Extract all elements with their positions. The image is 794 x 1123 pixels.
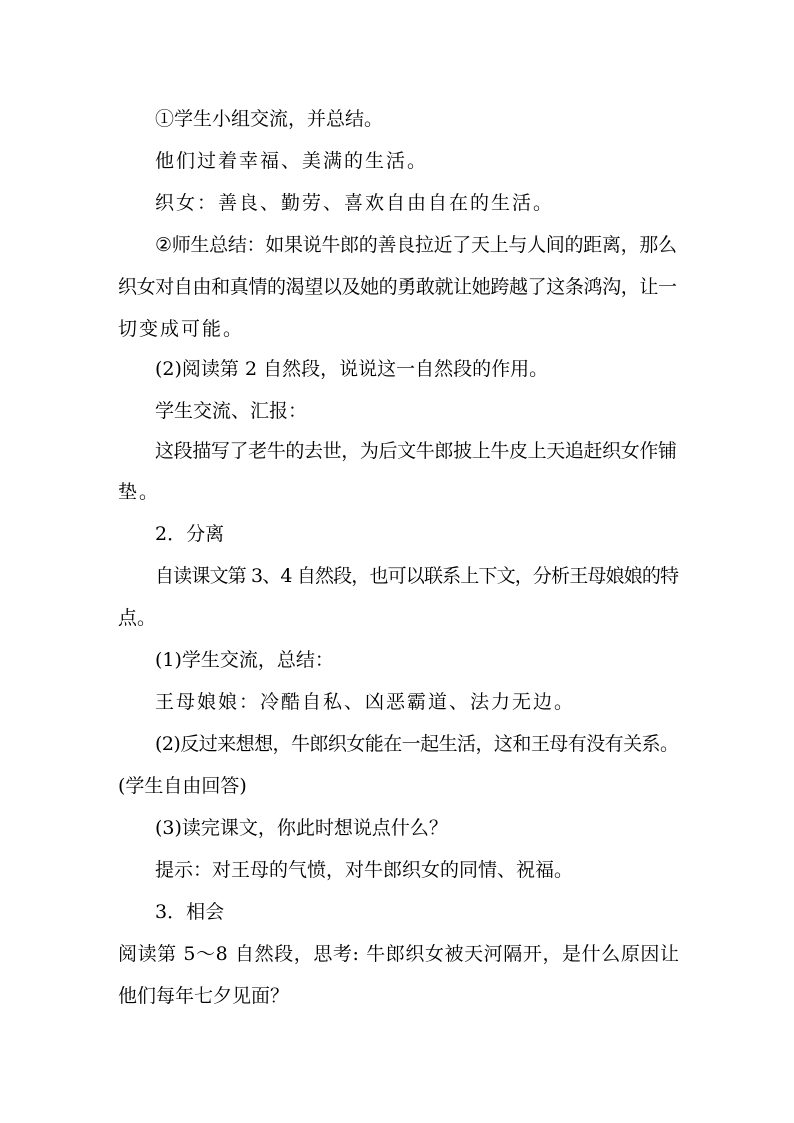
- paragraph-line: 织女对自由和真情的渴望以及她的勇敢就让她跨越了这条鸿沟，让一: [118, 276, 677, 298]
- paragraph-line: ②师生总结：如果说牛郎的善良拉近了天上与人间的距离，那么: [155, 234, 677, 256]
- paragraph-line: 阅读第 5～8 自然段，思考: 牛郎织女被天河隔开，是什么原因让: [118, 943, 680, 965]
- paragraph-line: (2)阅读第 2 自然段，说说这一自然段的作用。: [155, 358, 549, 380]
- paragraph-line: 他们每年七夕见面？: [118, 985, 290, 1007]
- paragraph-line: (3)读完课文，你此时想说点什么？: [155, 817, 448, 839]
- paragraph-line: 王母娘娘：冷酷自私、凶恶霸道、法力无边。: [155, 691, 576, 713]
- paragraph-line: 点。: [118, 607, 157, 629]
- section-heading: 2．分离: [155, 523, 225, 545]
- paragraph-line: 织女：善良、勤劳、喜欢自由自在的生活。: [155, 192, 555, 214]
- paragraph-line: (学生自由回答): [118, 775, 247, 797]
- paragraph-line: 他们过着幸福、美满的生活。: [155, 150, 429, 172]
- paragraph-line: ①学生小组交流，并总结。: [155, 108, 384, 130]
- paragraph-line: 学生交流、汇报：: [155, 400, 308, 422]
- paragraph-line: 自读课文第 3、4 自然段，也可以联系上下文，分析王母娘娘的特: [155, 565, 679, 587]
- paragraph-line: (1)学生交流，总结：: [155, 649, 334, 671]
- paragraph-line: 这段描写了老牛的去世，为后文牛郎披上牛皮上天追赶织女作铺: [155, 440, 677, 462]
- paragraph-line: (2)反过来想想，牛郎织女能在一起生活，这和王母有没有关系。: [155, 733, 679, 755]
- paragraph-line: 提示：对王母的气愤，对牛郎织女的同情、祝福。: [155, 859, 574, 881]
- paragraph-line: 垫。: [118, 481, 161, 503]
- paragraph-line: 切变成可能。: [118, 318, 245, 340]
- section-heading: 3．相会: [155, 901, 225, 923]
